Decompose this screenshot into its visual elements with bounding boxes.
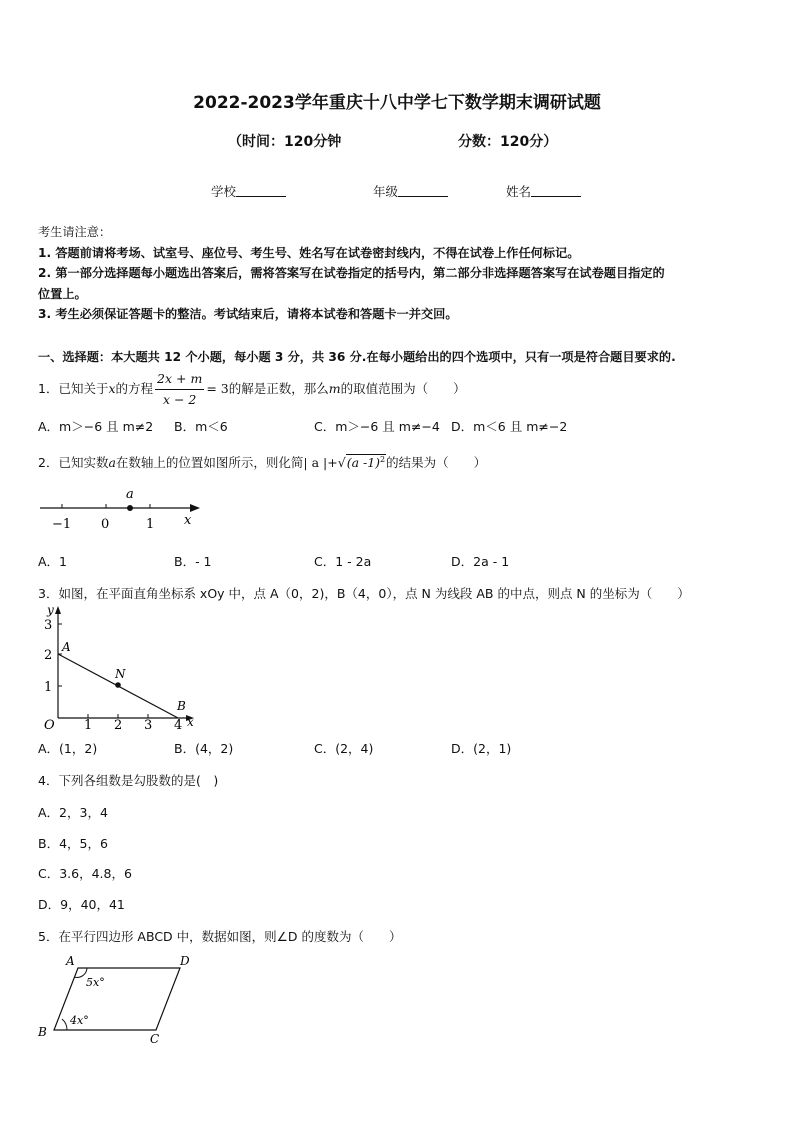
point-a-dot — [127, 505, 133, 511]
point-n-label: N — [115, 667, 126, 681]
exam-time: （时间：120分钟 — [228, 134, 342, 150]
q2-option-b[interactable]: B．- 1 — [174, 554, 212, 569]
vertex-b-label: B — [38, 1025, 47, 1039]
x-tick-label: 1 — [84, 718, 93, 732]
y-tick-label: 2 — [44, 648, 53, 663]
q2-option-c[interactable]: C．1 - 2a — [314, 554, 372, 569]
point-b-label: B — [177, 699, 186, 713]
number-line-arrow — [190, 504, 200, 512]
y-axis-arrow — [55, 606, 61, 614]
angle-b-label: 4x° — [70, 1014, 89, 1027]
y-tick-label: 3 — [44, 618, 53, 633]
number-line-figure — [38, 484, 208, 534]
fraction: $\frac{2x + m}{x - 2}$ — [157, 371, 203, 407]
notice-item: 2. 第一部分选择题每小题选出答案后，需将答案写在试卷指定的括号内，第二部分非选择题答案写在试卷题目指定的 — [38, 266, 665, 280]
angle-b-arc — [62, 1019, 67, 1030]
point-a-label: a — [126, 487, 134, 502]
y-tick-label: 1 — [44, 680, 53, 695]
q3-option-d[interactable]: D．(2，1) — [451, 741, 512, 756]
section-heading: 一、选择题：本大题共 12 个小题，每小题 3 分，共 36 分.在每小题给出的四个选项中，只有一项是符合题目要求的. — [38, 350, 676, 364]
notice-heading: 考生请注意： — [38, 225, 112, 239]
q3-option-b[interactable]: B．(4，2) — [174, 741, 234, 756]
x-axis-label: x — [187, 715, 194, 729]
name-field: 姓名 — [506, 182, 581, 200]
q3-option-a[interactable]: A．(1，2) — [38, 741, 98, 756]
question-3: 3．如图，在平面直角坐标系 xOy 中，点 A（0，2)，B（4，0），点 N 为线段 AB 的中点，则点 N 的坐标为（ ） — [38, 586, 690, 601]
notice-item: 位置上。 — [38, 286, 87, 301]
q4-option-c[interactable]: C．3.6，4.8，6 — [38, 866, 132, 881]
coordinate-graph — [38, 602, 208, 732]
notice-item: 1. 答题前请将考场、试室号、座位号、考生号、姓名写在试卷密封线内，不得在试卷上作任何标记。 — [38, 245, 580, 260]
origin-label: O — [44, 718, 55, 732]
page-title: 2022-2023学年重庆十八中学七下数学期末调研试题 — [193, 93, 601, 113]
q2-option-a[interactable]: A．1 — [38, 554, 68, 569]
tick-label: 0 — [101, 517, 110, 532]
q1-option-a[interactable]: A．m＞−6 且 m≠2 — [38, 419, 154, 434]
grade-field: 年级 — [373, 182, 448, 200]
question-5: 5．在平行四边形 ABCD 中，数据如图，则∠D 的度数为（ ） — [38, 929, 402, 944]
school-field: 学校 — [211, 182, 286, 200]
angle-a-label: 5x° — [86, 976, 105, 989]
axis-label: x — [184, 513, 192, 528]
parallelogram-figure — [34, 950, 204, 1050]
notice-block — [38, 222, 760, 325]
vertex-d-label: D — [180, 954, 190, 968]
x-tick-label: 3 — [144, 718, 153, 732]
tick-label: −1 — [52, 517, 72, 532]
q1-option-b[interactable]: B．m＜6 — [174, 419, 228, 434]
sqrt-expression: √(a -1)$^2$ — [337, 454, 386, 470]
x-tick-label: 4 — [174, 718, 183, 732]
vertex-a-label: A — [66, 954, 75, 968]
q1-option-d[interactable]: D．m＜6 且 m≠−2 — [451, 419, 568, 434]
q4-option-b[interactable]: B．4，5，6 — [38, 836, 108, 851]
q3-option-c[interactable]: C．(2，4) — [314, 741, 374, 756]
q4-option-d[interactable]: D．9，40，41 — [38, 897, 125, 912]
notice-item: 3. 考生必须保证答题卡的整洁。考试结束后，请将本试卷和答题卡一并交回。 — [38, 307, 458, 321]
point-n-dot — [115, 682, 121, 688]
q2-option-d[interactable]: D．2a - 1 — [451, 554, 510, 569]
question-1: 1．已知关于x的方程 $\frac{2x + m}{x - 2}$ = 3的解是正数，那么m的取值范围为（ ） — [38, 371, 466, 407]
q1-option-c[interactable]: C．m＞−6 且 m≠−4 — [314, 419, 440, 434]
x-tick-label: 2 — [114, 718, 123, 732]
question-4: 4．下列各组数是勾股数的是( ) — [38, 773, 219, 788]
question-2: 2．已知实数a在数轴上的位置如图所示，则化简| a |+√(a -1)$^2$的结果为（ ） — [38, 454, 487, 470]
point-a-label: A — [62, 640, 71, 654]
y-axis-label: y — [47, 603, 54, 617]
tick-label: 1 — [146, 517, 155, 532]
vertex-c-label: C — [150, 1032, 160, 1046]
exam-score: 分数：120分） — [458, 134, 558, 150]
q4-option-a[interactable]: A．2，3，4 — [38, 805, 108, 820]
